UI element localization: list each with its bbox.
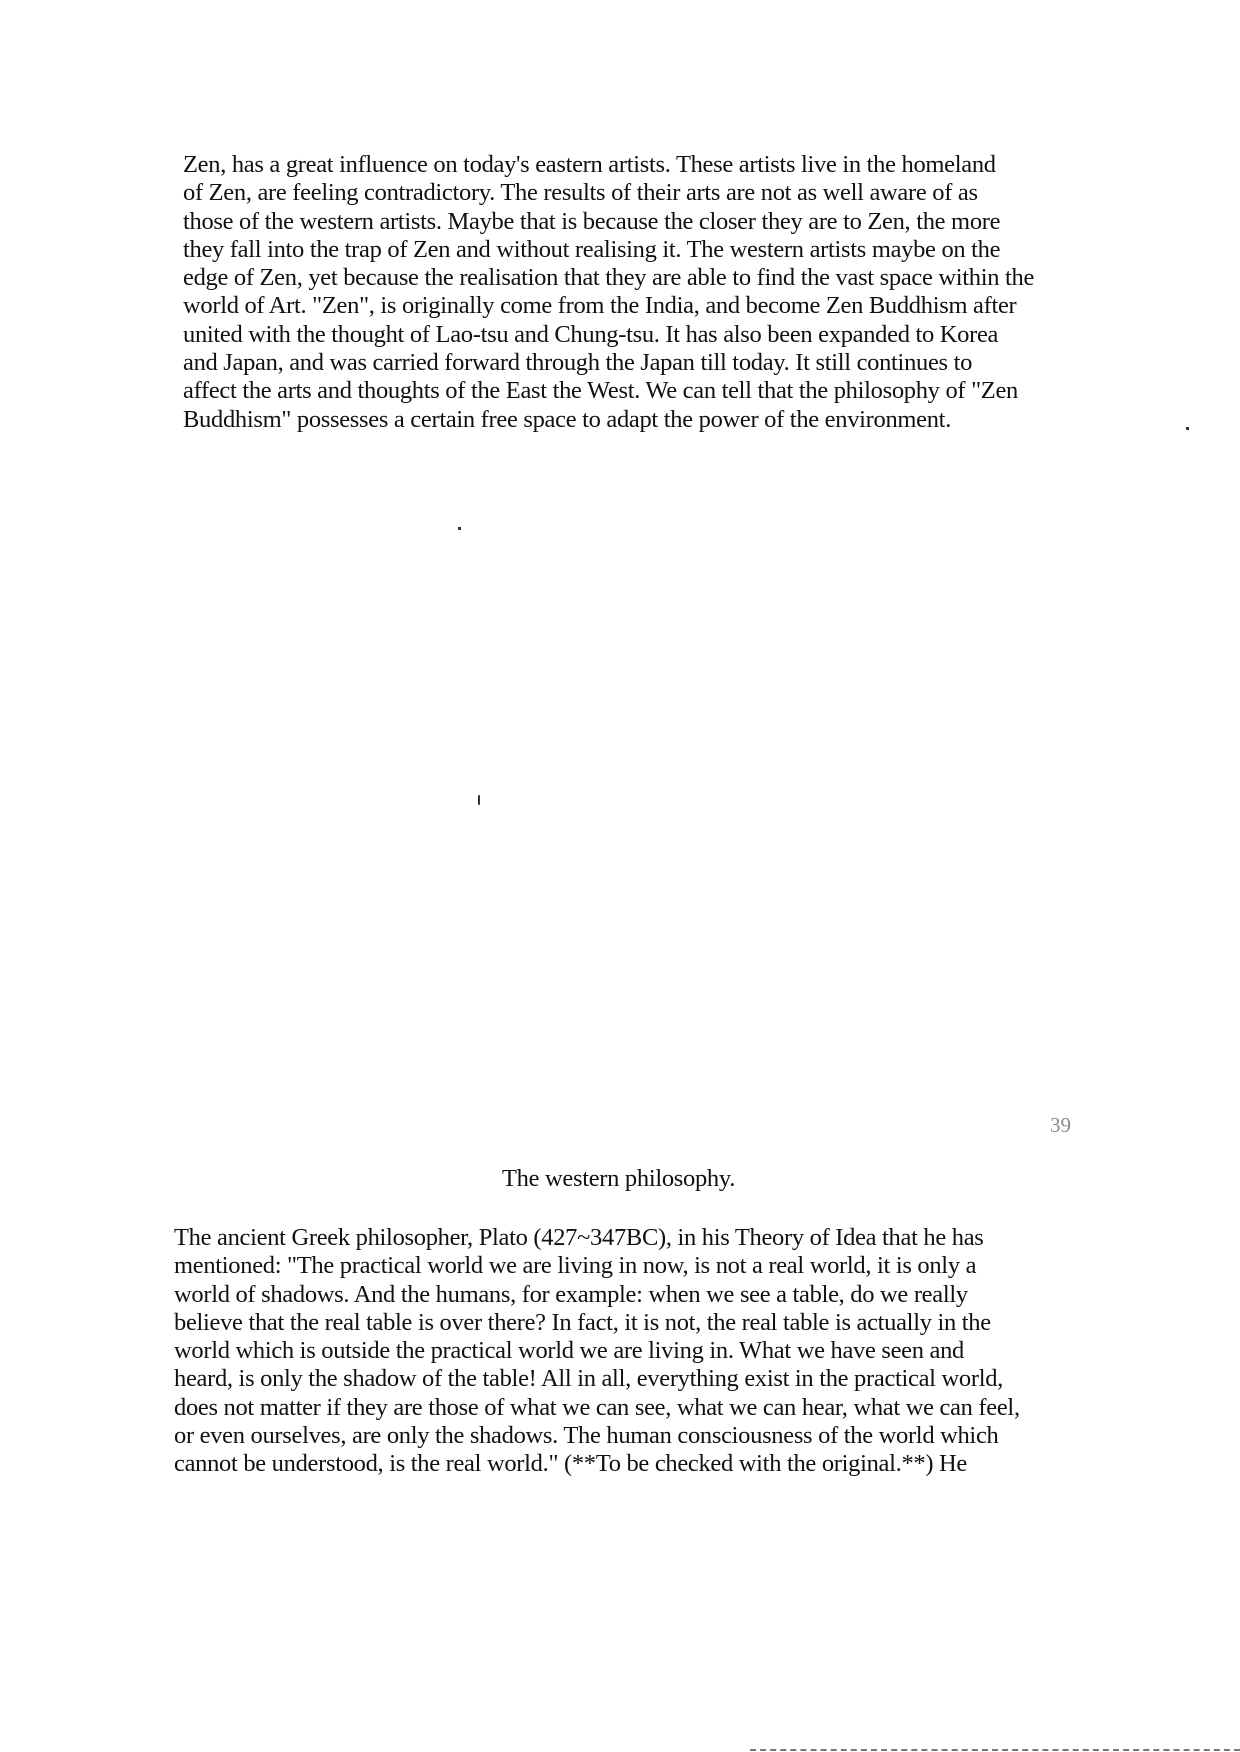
text-line: world which is outside the practical world we are living in. What we have seen and: [174, 1337, 965, 1365]
text-line: believe that the real table is over there? In fact, it is not, the real table is actually in the: [174, 1308, 991, 1336]
section-heading: The western philosophy.: [502, 1165, 736, 1192]
text-line: united with the thought of Lao-tsu and Chung-tsu. It has also been expanded to Korea: [183, 320, 999, 348]
scan-speck: [1186, 427, 1189, 430]
text-line: The ancient Greek philosopher, Plato (427~347BC), in his Theory of Idea that he has: [174, 1224, 984, 1251]
text-line: world of shadows. And the humans, for example: when we see a table, do we really: [174, 1280, 968, 1308]
text-line: Zen, has a great influence on today's eastern artists. These artists live in the homeland: [183, 151, 996, 178]
text-line: those of the western artists. Maybe that is because the closer they are to Zen, the more: [183, 207, 1001, 235]
text-line: mentioned: "The practical world we are living in now, is not a real world, it is only a: [174, 1252, 977, 1280]
text-line: they fall into the trap of Zen and without realising it. The western artists maybe on the: [183, 235, 1001, 263]
paragraph-plato: [174, 1224, 1020, 1479]
text-line: world of Art. "Zen", is originally come from the India, and become Zen Buddhism after: [183, 292, 1017, 320]
text-line: does not matter if they are those of what we can see, what we can hear, what we can feel,: [174, 1393, 1020, 1421]
page-number: 39: [1050, 1113, 1071, 1137]
text-line: cannot be understood, is the real world." (**To be checked with the original.**) He: [174, 1450, 968, 1478]
text-line: affect the arts and thoughts of the East the West. We can tell that the philosophy of "Zen: [183, 377, 1018, 405]
text-line: or even ourselves, are only the shadows. The human consciousness of the world which: [174, 1422, 999, 1450]
text-line: Buddhism" possesses a certain free space to adapt the power of the environment.: [183, 405, 952, 433]
text-line: of Zen, are feeling contradictory. The results of their arts are not as well aware of as: [183, 179, 978, 207]
text-line: and Japan, and was carried forward through the Japan till today. It still continues to: [183, 349, 973, 377]
text-line: heard, is only the shadow of the table! All in all, everything exist in the practical world,: [174, 1365, 1003, 1393]
scan-speck: [458, 527, 461, 530]
scan-speck: [478, 795, 480, 805]
text-line: edge of Zen, yet because the realisation that they are able to find the vast space within the: [183, 264, 1035, 292]
paragraph-zen-influence: [183, 151, 1034, 434]
scan-edge-line: [750, 1749, 1240, 1751]
